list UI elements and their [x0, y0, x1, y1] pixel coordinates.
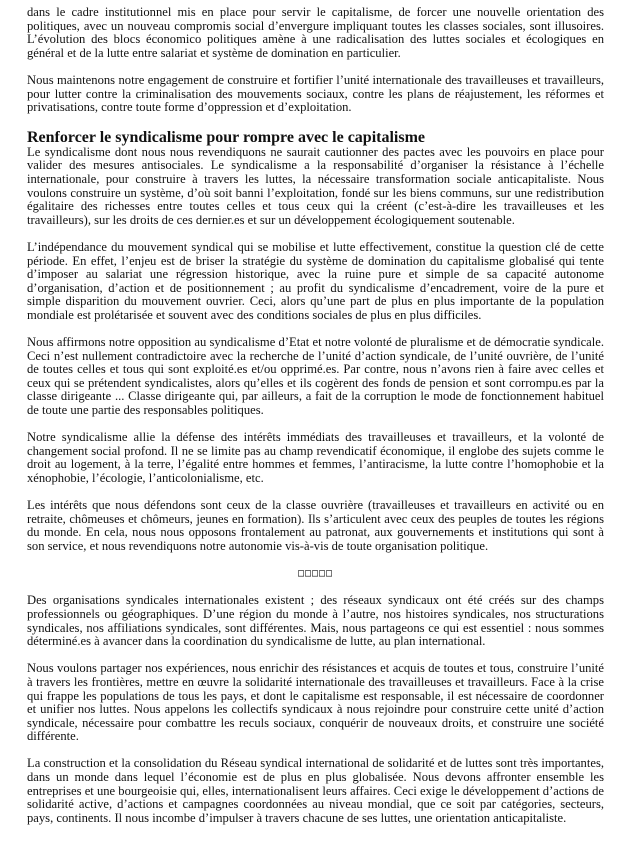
paragraph-opposition-state-syndicalism: Nous affirmons notre opposition au syndicalisme d’Etat et notre volonté de pluralisme et de démocratie syndicale. Ceci n’est nullement contradictoire avec la recherche de l’unité d’action syndicale, de l’unité ouvrière, de l’unité de toutes celles et tous qui sont exploité.es et/ou opprimé.es. Par contre, nous n’avons rien à faire avec celles et ceux qui se prétendent syndicalistes, alors qu’elles et ils cogèrent des fonds de pension et sont corrompu.es par la classe dirigeante ... Classe dirigeante qui, par ailleurs, a fait de la corruption le mode de fonctionnement habituel de toute une partie des responsables politiques.: [27, 335, 604, 418]
paragraph-network-construction: La construction et la consolidation du Réseau syndical international de solidarité et de luttes sont très importantes, dans un monde dans lequel l’économie est de plus en plus globalisée. Nous devons affronter ensemble les entreprises et une bourgeoisie qui, elles, internationalisent leurs affaires. Ceci exige le développement d’actions de solidarité active, d’actions et campagnes coordonnées au niveau mondial, que ce soit par catégories, secteurs, pays, continents. Il nous incombe d’impulser à travers chacune de ses luttes, une orientation anticapitaliste.: [27, 756, 604, 825]
paragraph-institutional-context: dans le cadre institutionnel mis en place pour servir le capitalisme, de forcer une nouvelle orientation des politiques, avec un nouveau compromis social d’envergure impliquant toutes les classes sociales, sont illusoires. L’évolution des blocs économico politiques amène à une radicalisation des luttes sociales et écologiques en général et de la lutte entre salariat et système de domination en particulier.: [27, 5, 604, 60]
paragraph-syndicalism-responsibility: Le syndicalisme dont nous nous revendiquons ne saurait cautionner des pactes avec les pouvoirs en place pour valider des mesures antisociales. Le syndicalisme a la responsabilité d’organiser la résistance à l’échelle internationale, pour construire à travers les luttes, la nécessaire transformation sociale anticapitaliste. Nous voulons construire un système, d’où soit banni l’exploitation, fondé sur les biens communs, sur une redistribution égalitaire des richesses entre toutes celles et tous ceux qui la créent (c’est-à-dire les travailleuses et les travailleurs), sur les droits de ces dernier.es et sur un développement écologiquement soutenable.: [27, 144, 604, 227]
paragraph-independence: L’indépendance du mouvement syndical qui se mobilise et lutte effectivement, constitue la question clé de cette période. En effet, l’enjeu est de briser la stratégie du système de domination du capitalisme globalisé qui tente d’imposer au salariat une régression historique, avec la ruine pure et simple de sa capacité autonome d’organisation, d’action et de positionnement ; au profit du syndicalisme d’encadrement, voire de la pure et simple disparition du mouvement ouvrier. Ceci, alors qu’une part de plus en plus importante de la population mondiale est prolétarisée et souvent avec des conditions sociales de plus en plus difficiles.: [27, 239, 604, 322]
paragraph-immediate-interests: Notre syndicalisme allie la défense des intérêts immédiats des travailleuses et travailleurs, et la volonté de changement social profond. Il ne se limite pas au champ revendicatif économique, il englobe des sujets comme le droit au logement, à la terre, l’égalité entre hommes et femmes, l’antiracisme, la lutte contre l’homophobie et la xénophobie, l’écologie, l’anticolonialisme, etc.: [27, 430, 604, 485]
paragraph-international-organizations: Des organisations syndicales internationales existent ; des réseaux syndicaux ont été créés sur des champs professionnels ou géographiques. D’une région du monde à l’autre, nos histoires syndicales, nos structurations syndicales, nos affiliations syndicales, sont différentes. Mais, nous partageons ce qui est essentiel : nous sommes déterminé.es à avancer dans la coordination du syndicalisme de lutte, au plan international.: [27, 593, 604, 649]
paragraph-working-class-interests: Les intérêts que nous défendons sont ceux de la classe ouvrière (travailleuses et travailleurs en activité ou en retraite, chômeuses et chômeurs, jeunes en formation). Ils s’articulent avec ceux des peuples de toutes les régions du monde. En cela, nous nous opposons frontalement au patronat, aux gouvernements et institutions qui sont à son service, et nous revendiquons notre autonomie vis-à-vis de toute organisation politique.: [27, 498, 604, 553]
paragraph-international-unity: Nous maintenons notre engagement de construire et fortifier l’unité internationale des travailleuses et travailleurs, pour lutter contre la criminalisation des mouvements sociaux, contre les plans de réajustement, les réformes et privatisations, contre toute forme d’oppression et d’exploitation.: [27, 72, 604, 115]
paragraph-share-experiences: Nous voulons partager nos expériences, nous enrichir des résistances et acquis de toutes et tous, construire l’unité à travers les frontières, mettre en œuvre la solidarité internationale des travailleuses et travailleurs. Face à la crise qui frappe les populations de tous les pays, et dont le capitalisme est responsable, il est nécessaire de coordonner et unifier nos luttes. Nous appelons les collectifs syndicaux à nous rejoindre pour construire cette unité d’action syndicale, nécessaire pour combattre les reculs sociaux, conquérir de nouveaux droits, et construire une société différente.: [27, 661, 604, 744]
section-separator: □□□□□: [297, 568, 334, 580]
document-page: [27, 6, 604, 839]
section-heading: Renforcer le syndicalisme pour rompre avec le capitalisme: [27, 128, 426, 146]
